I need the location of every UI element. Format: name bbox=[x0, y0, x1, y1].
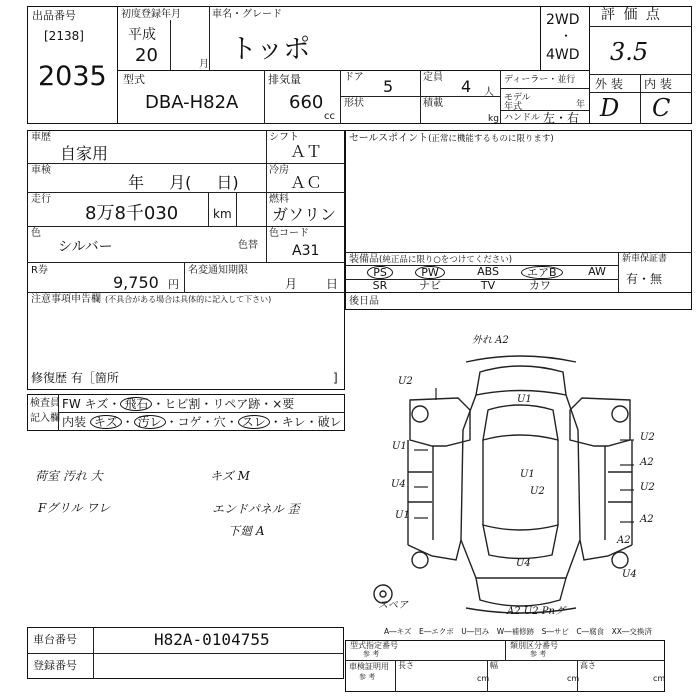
equipment-item-label: ABS bbox=[477, 265, 499, 278]
inspector-option: コゲ bbox=[177, 415, 202, 429]
inspection-label: 車検 bbox=[31, 165, 51, 176]
damage-mark: スペア bbox=[378, 600, 408, 611]
recycle-unit: 円 bbox=[168, 278, 179, 291]
hw-note-scratch: キズ M bbox=[210, 469, 250, 483]
load-label: 積載 bbox=[423, 98, 443, 109]
equipment-item-label: PW bbox=[415, 266, 445, 279]
damage-mark: U4 bbox=[516, 558, 531, 569]
inspector-option: 穴 bbox=[213, 415, 226, 429]
usage-label: 車歴 bbox=[31, 132, 51, 143]
score-int: C bbox=[652, 94, 671, 122]
car-name-label: 車名・グレード bbox=[212, 9, 282, 20]
drive-4wd: 4WD bbox=[546, 47, 580, 63]
usage-value: 自家用 bbox=[60, 144, 109, 163]
registration-label: 登録番号 bbox=[33, 659, 77, 672]
notes-label: 注意事項申告欄 (不具合がある場合は具体的に記入して下さい) bbox=[31, 294, 272, 305]
inspector-separator: ・ bbox=[260, 397, 273, 411]
inspector-option: ヒビ割 bbox=[164, 397, 201, 411]
recycle-label: R券 bbox=[31, 265, 48, 276]
damage-mark: U4 bbox=[622, 569, 637, 580]
chassis-value: H82A-0104755 bbox=[154, 630, 270, 649]
dealer-label: ディーラー・並行 bbox=[504, 75, 576, 85]
damage-mark: A2 U2 Pnグ bbox=[507, 606, 565, 617]
inspector-separator: ・ bbox=[201, 415, 214, 429]
color-label: 色 bbox=[31, 228, 41, 239]
length-label: 長さ bbox=[398, 661, 414, 670]
inspector-option: キレ bbox=[281, 415, 306, 429]
inspector-option: スレ bbox=[238, 415, 270, 429]
fuel-label: 燃料 bbox=[269, 194, 289, 205]
shift-value: ＡＴ bbox=[290, 142, 323, 161]
notice-label: 名変通知期限 bbox=[188, 265, 248, 276]
category-ref: 参 考 bbox=[530, 650, 547, 658]
warranty-value: 有・無 bbox=[626, 272, 663, 286]
mileage-label: 走行 bbox=[31, 194, 51, 205]
inspector-separator: ・ bbox=[108, 397, 121, 411]
damage-mark: U1 bbox=[520, 469, 535, 480]
handle-label: ハンドル bbox=[504, 113, 541, 123]
damage-mark: U2 bbox=[530, 486, 545, 497]
hw-note-underbody: 下廻 A bbox=[228, 524, 265, 538]
repair-bracket: ] bbox=[333, 371, 338, 385]
hw-note-cargo: 荷室 汚れ 大 bbox=[35, 469, 103, 483]
shift-label: シフト bbox=[269, 132, 299, 143]
inspector-option: キズ bbox=[90, 415, 122, 429]
inspector-option: 汚レ bbox=[134, 415, 166, 429]
capacity-value: 4 bbox=[461, 77, 472, 96]
inspector-separator: ・ bbox=[152, 397, 165, 411]
damage-mark: 外れ A2 bbox=[472, 335, 509, 346]
displacement-label: 排気量 bbox=[268, 73, 301, 86]
model-year-unit: 年 bbox=[576, 100, 586, 110]
inspection-value: 年 月( 日) bbox=[128, 173, 239, 192]
first-reg-year: 20 bbox=[135, 45, 158, 66]
score-ext: D bbox=[600, 94, 620, 122]
width-label: 幅 bbox=[490, 661, 498, 670]
shape-label: 形状 bbox=[344, 98, 364, 109]
equipment-item-label: SR bbox=[372, 279, 388, 292]
color-code-value: A31 bbox=[292, 243, 320, 259]
sales-point-label: セールスポイント(正常に機能するものに限ります) bbox=[349, 133, 554, 144]
designation-ref: 参 考 bbox=[363, 650, 380, 658]
inspector-option: 破レ bbox=[317, 415, 342, 429]
drive-dot: ・ bbox=[560, 29, 573, 43]
capacity-unit: 人 bbox=[484, 87, 494, 98]
damage-mark: A2 bbox=[640, 514, 654, 525]
capacity-label: 定員 bbox=[423, 72, 443, 83]
mileage-unit: km bbox=[213, 207, 232, 221]
inspector-separator: ・ bbox=[165, 415, 178, 429]
model-year-label: モデル年式 bbox=[504, 93, 531, 112]
length-unit: cm bbox=[477, 674, 490, 683]
color-code-label: 色コード bbox=[269, 228, 309, 239]
color-repaint-label: 色替 bbox=[238, 240, 258, 251]
warranty-label: 新車保証書 bbox=[622, 254, 668, 264]
lot-number: 2035 bbox=[38, 61, 107, 92]
hw-note-grille: Fグリル ワレ bbox=[38, 501, 111, 515]
damage-mark: U2 bbox=[640, 432, 655, 443]
hw-note-endpanel: エンドパネル 歪 bbox=[212, 502, 300, 516]
equipment-item-label: ナビ bbox=[419, 279, 441, 292]
inspector-separator: ・ bbox=[225, 415, 238, 429]
category-label: 類別区分番号 bbox=[510, 641, 558, 650]
model-value: DBA-H82A bbox=[145, 92, 239, 113]
drive-2wd: 2WD bbox=[546, 12, 580, 28]
damage-mark: U1 bbox=[392, 441, 407, 452]
width-unit: cm bbox=[567, 674, 580, 683]
damage-mark: U4 bbox=[391, 479, 406, 490]
damage-mark: U1 bbox=[395, 510, 410, 521]
score-int-label: 内 装 bbox=[644, 77, 672, 91]
inspector-row-label: FW bbox=[62, 397, 85, 411]
ac-value: ＡＣ bbox=[290, 173, 323, 192]
first-reg-era: 平成 bbox=[128, 27, 156, 43]
equipment-item-label: カワ bbox=[529, 279, 551, 292]
equipment-item-label: PS bbox=[367, 266, 393, 279]
cert-ref: 参 考 bbox=[359, 673, 376, 681]
score-ext-label: 外 装 bbox=[595, 77, 623, 91]
inspector-option: リペア跡 bbox=[212, 397, 261, 411]
notice-month: 月 bbox=[285, 277, 298, 291]
first-reg-label: 初度登録年月 bbox=[121, 9, 181, 20]
load-unit: kg bbox=[488, 114, 499, 124]
displacement-value: 660 bbox=[289, 92, 324, 113]
lot-code: [2138] bbox=[44, 29, 84, 43]
repair-label: 修復歴 有［箇所 bbox=[31, 371, 119, 385]
height-label: 高さ bbox=[580, 661, 596, 670]
inspector-row-label: 内装 bbox=[62, 415, 90, 429]
equipment-item-label: AW bbox=[588, 265, 606, 278]
damage-mark: A2 bbox=[617, 535, 631, 546]
inspector-option: 飛石 bbox=[120, 397, 152, 411]
handle-value: 左・右 bbox=[543, 111, 580, 125]
inspector-label-2: 記入欄 bbox=[30, 413, 60, 424]
damage-mark: U2 bbox=[640, 482, 655, 493]
diagram-legend: A―キズ E―エクボ U―凹み W―補修跡 S―サビ C―腐食 XX―交換済 bbox=[384, 627, 652, 636]
damage-mark: A2 bbox=[640, 457, 654, 468]
designation-label: 型式指定番号 bbox=[350, 641, 398, 650]
doors-label: ドア bbox=[344, 72, 364, 83]
color-value: シルバー bbox=[58, 239, 113, 255]
fuel-value: ガソリン bbox=[272, 205, 337, 224]
inspector-separator: ・ bbox=[200, 397, 213, 411]
equipment-item-label: エアB bbox=[521, 266, 563, 279]
ac-label: 冷房 bbox=[269, 165, 289, 176]
inspector-separator: ・ bbox=[121, 415, 134, 429]
inspector-label-1: 検査員 bbox=[30, 398, 60, 409]
displacement-unit: cc bbox=[324, 111, 335, 122]
mileage-value: 8万8千030 bbox=[85, 203, 179, 224]
damage-mark: U2 bbox=[398, 376, 413, 387]
damage-mark: U1 bbox=[517, 394, 532, 405]
model-label: 型式 bbox=[123, 73, 145, 86]
inspector-separator: ・ bbox=[305, 415, 318, 429]
score-label: 評 価 点 bbox=[601, 7, 662, 23]
height-unit: cm bbox=[653, 674, 666, 683]
lot-label: 出品番号 bbox=[32, 9, 76, 22]
score-value: 3.5 bbox=[610, 38, 649, 66]
inspector-option: ×要 bbox=[272, 397, 295, 411]
car-name-value: トッポ bbox=[230, 34, 311, 65]
recycle-value: 9,750 bbox=[113, 273, 159, 292]
rear-items-label: 後日品 bbox=[349, 296, 379, 307]
inspector-option: キズ bbox=[84, 397, 109, 411]
notice-day: 日 bbox=[326, 277, 339, 291]
inspector-separator: ・ bbox=[269, 415, 282, 429]
equipment-item-label: TV bbox=[480, 279, 496, 292]
chassis-label: 車台番号 bbox=[33, 633, 77, 646]
first-reg-month-unit: 月 bbox=[199, 59, 209, 70]
equipment-label: 装備品(純正品に限り○をつけてください) bbox=[349, 254, 513, 265]
doors-value: 5 bbox=[383, 77, 394, 96]
cert-label: 車検証明用 bbox=[349, 662, 389, 671]
